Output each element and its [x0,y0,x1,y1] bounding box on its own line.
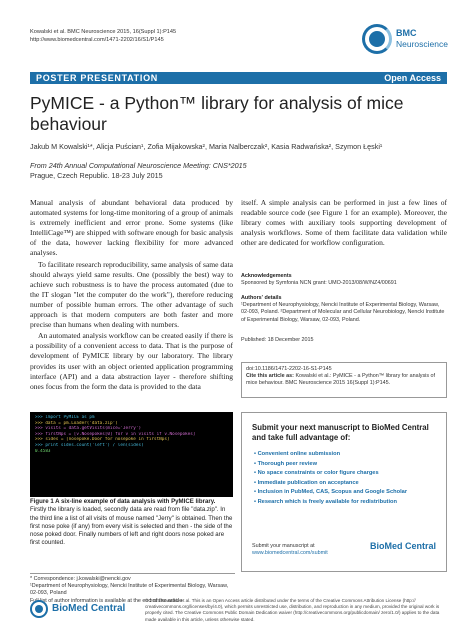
figure-caption [30,498,233,548]
acknowledgements-text: Sponsored by Symfonia NCN grant: UMO-2013/08/W/NZ4/00691 [241,280,397,287]
acknowledgements-heading: Acknowledgements [241,273,292,279]
code-line: >>> sides = [nosepoke.Door for nosepoke in firstNps] [35,437,170,443]
code-line: >>> data = pm.Loader('data.zip') [35,420,118,426]
code-line: >>> firstNps = [v.Nosepokes[0] for v in visits if v.Nosepokes] [35,431,196,437]
submit-link-block [252,543,328,557]
body-paragraph: Manual analysis of abundant behavioral data produced by automated systems for long-time monitoring of a group of animals is extremely inefficient and error prone. Some systems (like IntelliCage™) are shipped with software enough for basic analysis of the data, however lacking flexibility for more advanced analyses. [30,198,233,258]
submit-foot-label: Submit your manuscript at [252,543,315,549]
cite-label: Cite this article as: [246,373,294,380]
bmc-dot-icon [369,31,385,47]
doi-link[interactable]: doi:10.1186/1471-2202-16-S1-P145 [246,366,332,372]
conference-line-2: Prague, Czech Republic. 18-23 July 2015 [30,171,163,180]
article-type-band [30,72,447,84]
publisher-name: BioMed Central [52,603,126,614]
conference-line-1: From 24th Annual Computational Neuroscience Meeting: CNS*2015 [30,161,247,170]
cite-text [246,373,442,387]
benefit-item: • Inclusion in PubMed, CAS, Scopus and Google Scholar [254,488,436,498]
body-left-column [30,198,233,393]
article-type-label: POSTER PRESENTATION [36,73,158,83]
figure-caption-text: Firstly the library is loaded, secondly data are read from file "data.zip". In the third line a list of all visits of mouse named "Jerry" is obtained. Then the first nose poke (if any) from every visit is selected and then - the side of the nose poked door. Finally numbers of left and right doors nose poked are first counted. [30,506,233,547]
journal-logo [362,22,452,62]
authors-details-heading: Authors' details [241,295,282,301]
correspondence-affiliation: ¹Department of Neurophysiology, Nencki Institute of Experimental Biology, Warsaw, 02-093, Poland [30,583,229,597]
acknowledgements [241,273,447,287]
code-line: >>> import PyMICE as pm [35,415,95,420]
submit-heading: Submit your next manuscript to BioMed Central and take full advantage of: [252,423,429,442]
open-access-label: Open Access [384,73,441,83]
article-title: PyMICE - a Python™ library for analysis of mice behaviour [30,93,404,134]
benefits-list [254,450,436,507]
benefit-item: • No space constraints or color figure charges [254,469,436,479]
correspondence-email[interactable]: * Correspondence: j.kowalski@nencki.gov [30,576,131,582]
authors-details-text: ¹Department of Neurophysiology, Nencki Institute of Experimental Biology, Warsaw, 02-093, Poland. ²Department of Molecular and Cellular Neurobiology, Nencki Institute of Experimental Biology, Warsaw, 02-093, Poland. [241,302,445,323]
correspondence-note: Full list of author information is available at the end of the article [30,597,183,604]
published-date: Published: 18 December 2015 [241,337,314,343]
conference-info [30,161,450,181]
authors-details [241,295,447,324]
body-paragraph: An automated analysis workflow can be created easily if there is a possibility of a convenient access to data. That is the purpose of development of PyMICE library by our laboratory. The library provides its user with an object oriented application programming interface (API) and a data abstraction layer - therefore shifting ones focus from the form the data is provided to the data [30,331,233,391]
body-paragraph: itself. A simple analysis can be performed in just a few lines of readable source code (see Figure 1 for an example). Moreover, the library comes with auxiliary tools supporting development of analysis workflows. Some of them facilitate data validation while other are dedicated for workflow configuration. [241,198,447,248]
citation-url[interactable]: http://www.biomedcentral.com/1471-2202/16/S1/P145 [30,37,164,43]
benefit-item: • Immediate publication on acceptance [254,479,436,489]
figure-code-screenshot [30,412,233,497]
submit-box-logo: BioMed Central [369,541,436,551]
citation-box [241,362,447,398]
author-list: Jakub M Kowalski¹*, Alicja Puścian¹, Zofia Mijakowska², Maria Nalberczak², Kasia Radwańska², Szymon Łęski¹ [30,142,383,151]
body-paragraph: To facilitate research reproducibility, same analysis of same data should always yield same results. One (possibly the best) way to achieve such robustness is to have the process automated (due to the IT slogan "let the computer do the work"), therefore reducing number of possible human errors. The other advantage of such approach is that modern computers are both faster and more precise than humans when dealing with numbers. [30,259,233,330]
benefit-item: • Thorough peer review [254,460,436,470]
cite-body: Kowalski et al.: PyMICE - a Python™ library for analysis of mice behaviour. BMC Neuroscience 2015 16(Suppl 1):P145. [246,373,436,387]
license-text: © 2015 Kowalski et al. This is an Open Access article distributed under the terms of the Creative Commons Attribution License (http:// creativecommons.org/licenses/by/4.0), which permits unrestricted use, distribution, and reproduction in any medium, provided the original work is properly cited. The Creative Commons Public Domain Dedication waiver (http://creativecommons.org/publicdomain/ zero/1.0/) applies to the data made available in this article, unless otherwise stated. [145,598,440,622]
logo-line-2: Neuroscience [396,39,448,49]
figure-caption-label: Figure 1 A six-line example of data analysis with PyMICE library. [30,498,216,505]
code-line: >>> print sides.count('left') / len(sides) [35,442,144,448]
publisher-logo [30,600,130,620]
logo-line-1: BMC [396,28,417,38]
body-right-column [241,198,447,249]
biomed-dot-icon [35,605,43,613]
header-citation [30,28,330,44]
citation-line-1: Kowalski et al. BMC Neuroscience 2015, 16(Suppl 1):P145 [30,29,177,35]
code-line: >>> visits = data.getVisits(mice='Jerry') [35,426,142,432]
benefit-item: • Research which is freely available for redistribution [254,498,436,508]
code-line: 0.4583 [35,448,51,454]
submit-url[interactable]: www.biomedcentral.com/submit [252,550,328,556]
submit-promo-box [241,412,447,572]
benefit-item: • Convenient online submission [254,450,436,460]
